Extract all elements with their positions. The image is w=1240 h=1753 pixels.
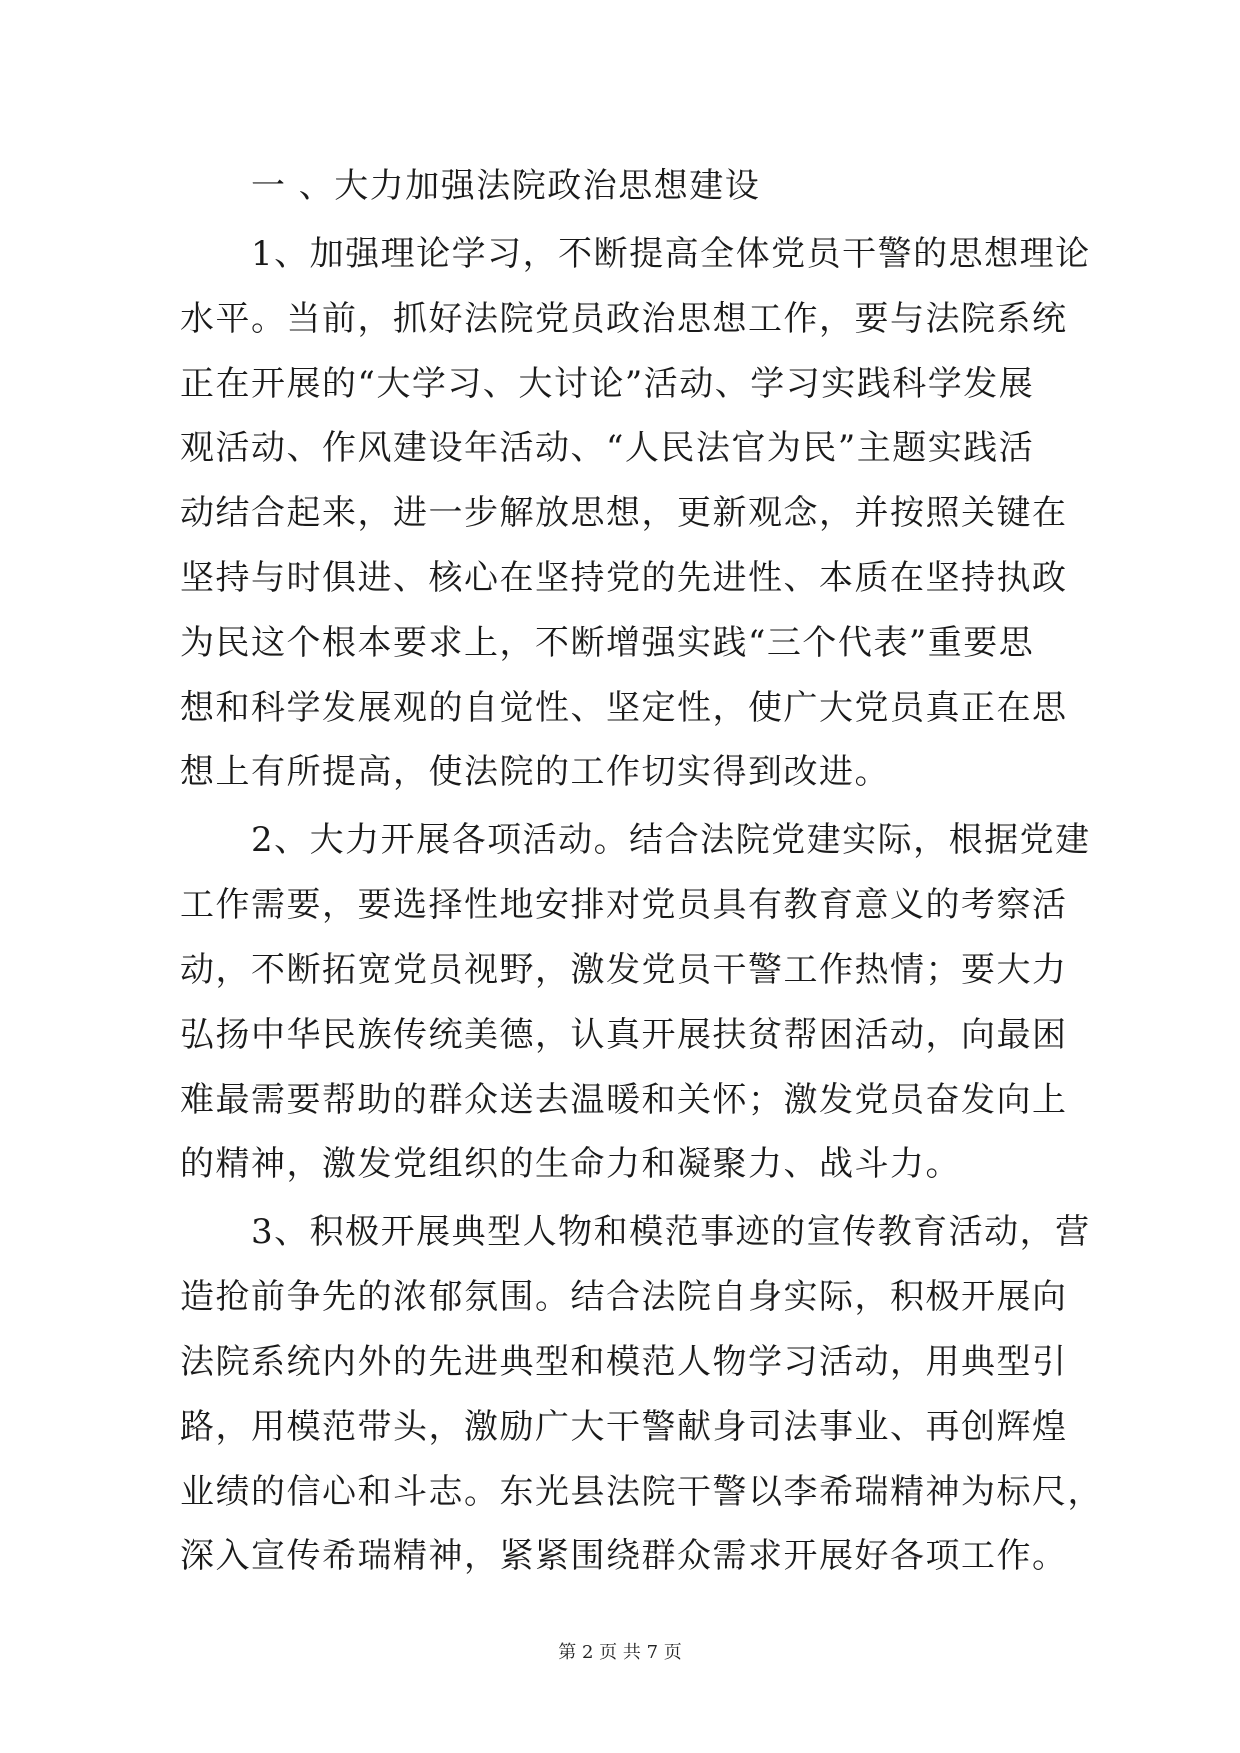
text-line: 的精神，激发党组织的生命力和凝聚力、战斗力。	[180, 1144, 961, 1185]
text-line: 造抢前争先的浓郁氛围。结合法院自身实际，积极开展向	[180, 1277, 1068, 1318]
document-body	[180, 154, 1103, 1589]
text-line: 业绩的信心和斗志。东光县法院干警以李希瑞精神为标尺，	[180, 1471, 1103, 1512]
text-line: 坚持与时俱进、核心在坚持党的先进性、本质在坚持执政	[180, 557, 1068, 598]
text-line: 观活动、作风建设年活动、“人民法官为民”主题实践活	[180, 428, 1035, 469]
text-line: 难最需要帮助的群众送去温暖和关怀；激发党员奋发向上	[180, 1079, 1068, 1120]
text-line: 动，不断拓宽党员视野，激发党员干警工作热情；要大力	[180, 949, 1068, 990]
section-heading: 一 、大力加强法院政治思想建设	[251, 166, 761, 206]
paragraph-3	[180, 1200, 1103, 1589]
text-line: 想和科学发展观的自觉性、坚定性，使广大党员真正在思	[180, 687, 1068, 728]
text-line: 3、积极开展典型人物和模范事迹的宣传教育活动，营	[251, 1212, 1091, 1253]
paragraph-2	[180, 808, 1091, 1197]
text-line: 动结合起来，进一步解放思想，更新观念，并按照关键在	[180, 493, 1068, 534]
text-line: 深入宣传希瑞精神，紧紧围绕群众需求开展好各项工作。	[180, 1536, 1068, 1577]
text-line: 正在开展的“大学习、大讨论”活动、学习实践科学发展	[180, 363, 1035, 404]
text-line: 法院系统内外的先进典型和模范人物学习活动，用典型引	[180, 1341, 1068, 1382]
text-line: 弘扬中华民族传统美德，认真开展扶贫帮困活动，向最困	[180, 1014, 1068, 1055]
text-line: 为民这个根本要求上，不断增强实践“三个代表”重要思	[180, 622, 1035, 663]
text-line: 水平。当前，抓好法院党员政治思想工作，要与法院系统	[180, 298, 1068, 339]
page-footer: 第 2 页 共 7 页	[558, 1642, 682, 1663]
text-line: 1、加强理论学习，不断提高全体党员干警的思想理论	[251, 233, 1091, 274]
text-line: 工作需要，要选择性地安排对党员具有教育意义的考察活	[180, 885, 1068, 926]
paragraph-1	[180, 222, 1091, 805]
text-line: 想上有所提高，使法院的工作切实得到改进。	[180, 752, 890, 793]
text-line: 2、大力开展各项活动。结合法院党建实际，根据党建	[251, 820, 1091, 861]
text-line: 路，用模范带头，激励广大干警献身司法事业、再创辉煌	[180, 1406, 1068, 1447]
